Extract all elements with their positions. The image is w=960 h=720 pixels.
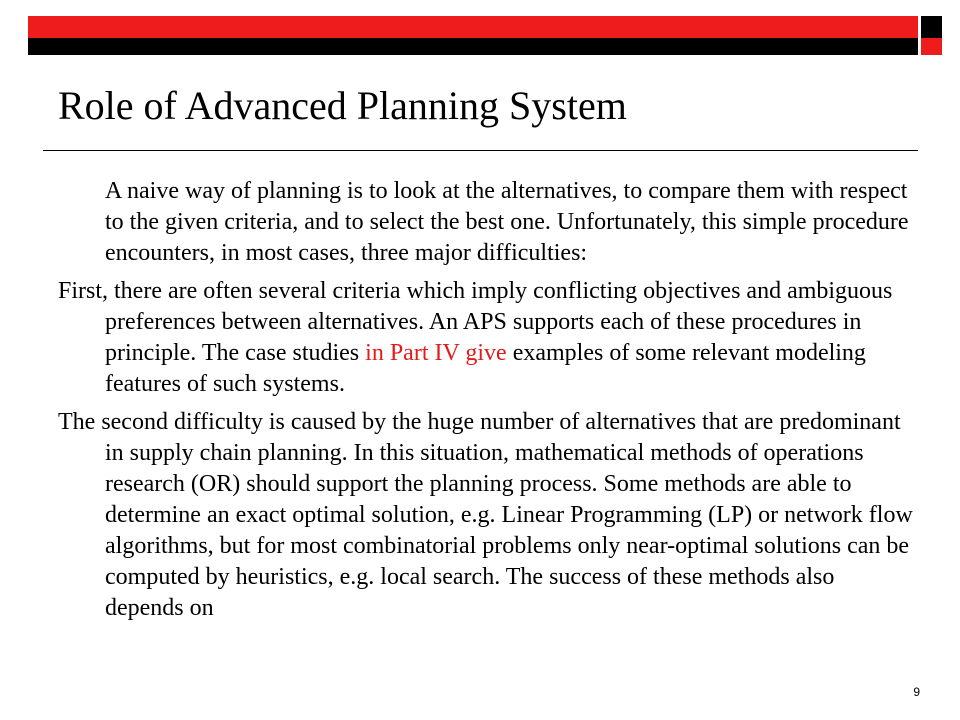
page-number: 9 [913,685,920,699]
paragraph-intro: A naive way of planning is to look at the alternatives, to compare them with respect to the given criteria, and to select the best one. Unfortunately, this simple procedure encounters, in most cases, three major difficulties: [105,178,909,266]
slide-body [58,176,918,631]
paragraph-first-difficulty [58,276,918,400]
header-black-bar [28,38,918,55]
paragraph-second-difficulty: The second difficulty is caused by the huge number of alternatives that are predominant in supply chain planning. In this situation, mathematical methods of operations research (OR) should support the planning process. Some methods are able to determine an exact optimal solution, e.g. Linear Programming (LP) or network flow algorithms, but for most combinatorial problems only near-optimal solutions can be computed by heuristics, e.g. local search. The success of these methods also depends on [58,409,913,621]
paragraph-first-text-after: examples of some relevant modeling features of such systems. [105,340,866,397]
header-black-square [921,16,942,38]
title-divider [43,150,918,151]
part-iv-highlight: in Part IV give [365,340,507,366]
paragraph-first-text-before: First, there are often several criteria which imply conflicting objectives and ambiguous preferences between alternatives. An APS supports each of these procedures in principle. The case studies [58,278,893,366]
header-red-square [921,38,942,55]
slide-title: Role of Advanced Planning System [58,83,627,128]
